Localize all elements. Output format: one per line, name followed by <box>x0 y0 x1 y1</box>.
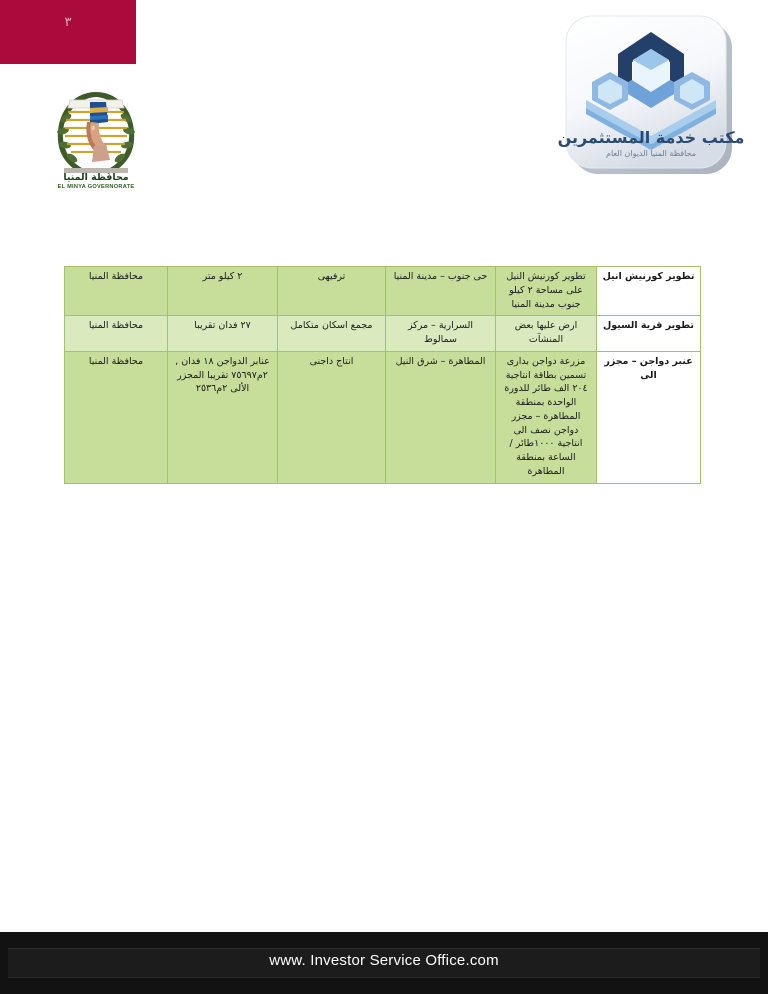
cell-project-location: حى جنوب – مدينة المنيا <box>386 267 496 316</box>
page-number: ٣ <box>64 15 72 30</box>
cell-project-location: المطاهرة – شرق النيل <box>386 351 496 483</box>
cell-project-type: ترفيهى <box>278 267 386 316</box>
projects-table-body <box>65 267 701 484</box>
page-number-box <box>0 0 136 64</box>
cell-project-location: السرارية – مركز سمالوط <box>386 316 496 352</box>
cell-project-governorate: محافظة المنيا <box>65 351 168 483</box>
cell-project-type: مجمع اسكان متكامل <box>278 316 386 352</box>
cell-project-area: ٢٧ فدان تقريبا <box>168 316 278 352</box>
svg-text:مكتب خدمة المستثمرين: مكتب خدمة المستثمرين <box>557 128 745 147</box>
cell-project-description: ارض عليها بعض المنشآت <box>496 316 597 352</box>
cell-project-name: تطوير قرية السيول <box>597 316 701 352</box>
cell-project-area: ٢ كيلو متر <box>168 267 278 316</box>
investor-service-office-logo-icon <box>556 4 746 184</box>
cell-project-governorate: محافظة المنيا <box>65 267 168 316</box>
footer-bar <box>0 932 768 994</box>
cell-project-description: تطوير كورنيش النيل على مساحة ٢ كيلو جنوب مدينة المنيا <box>496 267 597 316</box>
footer-website-link[interactable]: www. Investor Service Office.com <box>269 952 499 969</box>
projects-table <box>64 266 701 484</box>
svg-text:محافظة المنيا: محافظة المنيا <box>63 172 129 183</box>
cell-project-governorate: محافظة المنيا <box>65 316 168 352</box>
cell-project-name: تطوير كورنيش انيل <box>597 267 701 316</box>
governorate-emblem-icon <box>46 78 146 190</box>
cell-project-type: انتاج داجنى <box>278 351 386 483</box>
cell-project-description: مزرعة دواجن بدارى تسمين بطاقة انتاجية ٢٠٤ الف طائر للدورة الواحدة بمنطقة المطاهرة – مجزر دواجن نصف الى انتاجية ١٠٠٠طائر / الساعة بمنطقة المطاهرة <box>496 351 597 483</box>
table-row <box>65 351 701 483</box>
projects-table-container <box>64 266 700 484</box>
cell-project-name: عنبر دواجن – مجزر الى <box>597 351 701 483</box>
svg-text:EL MINYA GOVERNORATE: EL MINYA GOVERNORATE <box>57 184 135 190</box>
table-row <box>65 267 701 316</box>
table-row <box>65 316 701 352</box>
cell-project-area: عنابر الدواجن ١٨ فدان , ٢م٧٥٦٩٧ تقريبا المجزر الألى ٢م٢٥٣٦ <box>168 351 278 483</box>
svg-text:محافظة المنيا الديوان العام: محافظة المنيا الديوان العام <box>606 149 696 158</box>
